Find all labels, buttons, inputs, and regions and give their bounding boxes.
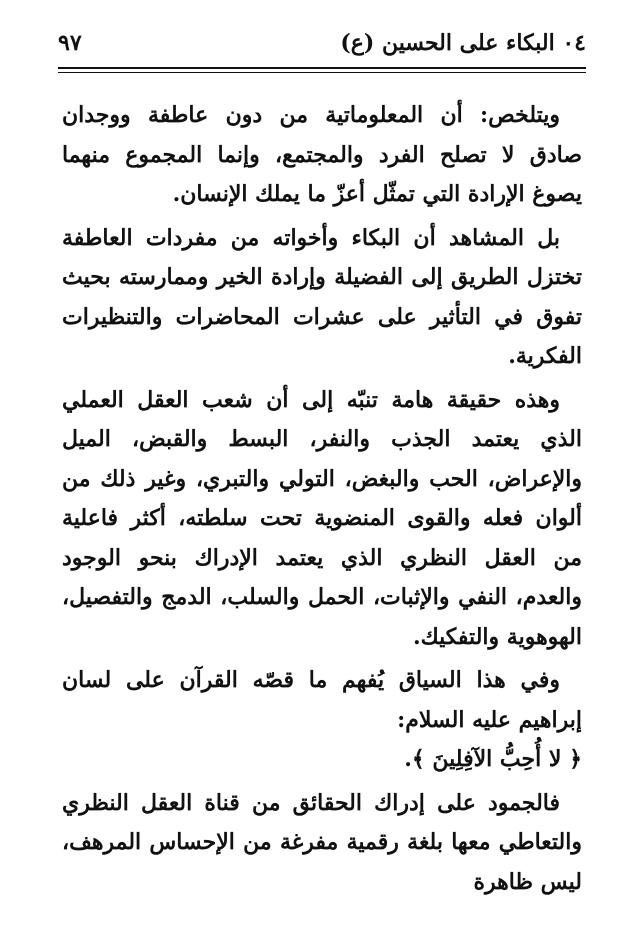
paragraph: فالجمود على إدراك الحقائق من قناة العقل النظري والتعاطي معها بلغة رقمية مفرغة من الإحساس المرهف، ليس ظاهرة xyxy=(62,789,582,895)
running-header xyxy=(58,28,586,66)
chapter-title: ٠٤ البكاء على الحسين (ع) xyxy=(340,30,586,56)
page-body xyxy=(62,96,582,906)
quran-quote: ﴿ لا أُحِبُّ الآفِلِينَ ﴾. xyxy=(404,746,582,772)
paragraph: بل المشاهد أن البكاء وأخواته من مفردات العاطفة تختزل الطريق إلى الفضيلة وإرادة الخير وممارسته بحيث تفوق في التأثير على عشرات المحاضرات والتنظيرات الفكرية. xyxy=(62,224,582,369)
paragraph: وهذه حقيقة هامة تنبّه إلى أن شعب العقل العملي الذي يعتمد الجذب والنفر، البسط والقبض، الميل والإعراض، الحب والبغض، التولي والتبري، وغير ذلك من ألوان فعله والقوى المنضوية تحت سلطته، أكثر فاعلية من العقل النظري الذي يعتمد الإدراك بنحو الوجود والعدم، النفي والإثبات، الحمل والسلب، الدمج والتفصيل، الهوهوية والتفكيك. xyxy=(62,386,582,650)
paragraph: ويتلخص: أن المعلوماتية من دون عاطفة ووجدان صادق لا تصلح الفرد والمجتمع، وإنما المجموع منهما يصوغ الإرادة التي تمثّل أعزّ ما يملك الإنسان. xyxy=(62,102,582,207)
header-rule xyxy=(58,67,586,69)
paragraph: وفي هذا السياق يُفهم ما قصّه القرآن على لسان إبراهيم عليه السلام: xyxy=(62,667,582,733)
page-number: ٩٧ xyxy=(58,30,82,56)
header-rule-thin xyxy=(58,72,586,73)
